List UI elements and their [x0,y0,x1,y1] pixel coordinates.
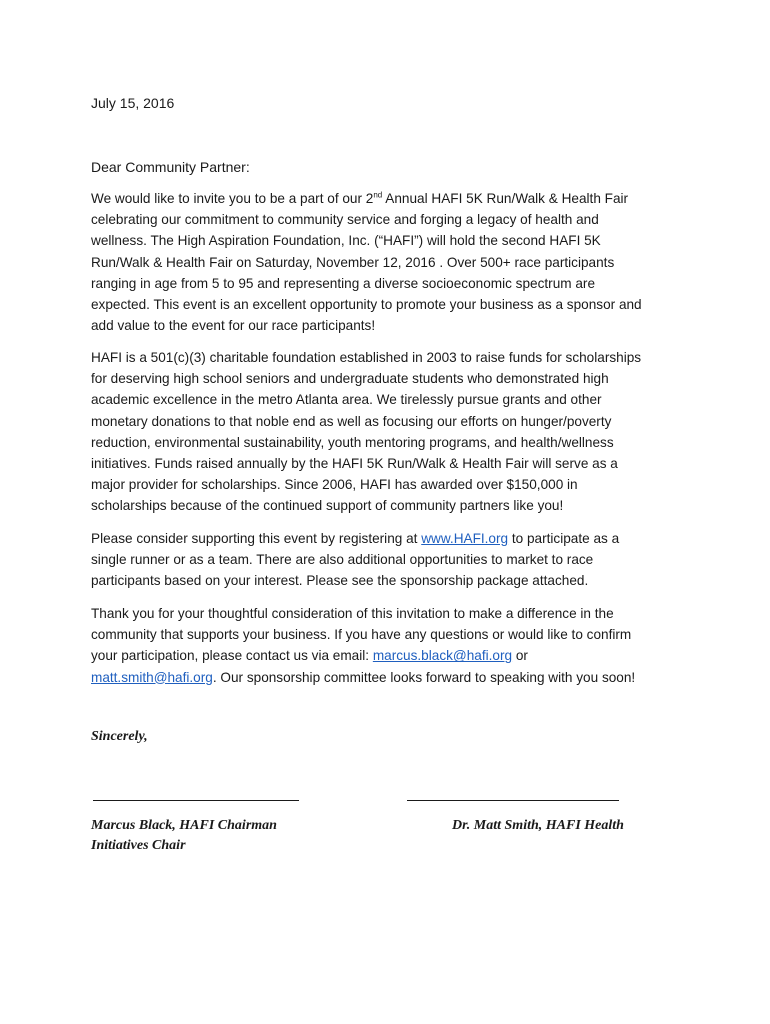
line: Thank you for your thoughtful consideration of this invitation to make a difference in the [91,606,614,621]
paragraph-invitation [91,188,691,336]
line [91,528,691,549]
hafi-website-link[interactable]: www.HAFI.org [421,531,509,546]
text: Annual HAFI 5K Run/Walk & Health Fair [382,191,629,206]
text: to participate as a [508,531,620,546]
line: single runner or as a team. There are also additional opportunities to market to race [91,552,594,568]
signature-line-right [407,800,619,801]
signature-line-left [93,800,299,801]
line: HAFI is a 501(c)(3) charitable foundation established in 2003 to raise funds for scholarships [91,350,642,365]
text: or [512,648,528,664]
signer-marcus-black: Marcus Black, HAFI Chairman Initiatives Chair [91,818,277,853]
salutation: Dear Community Partner: [91,159,250,175]
email-link-matt[interactable]: matt.smith@hafi.org [91,669,213,685]
text: . Our sponsorship committee looks forward to speaking with you soon! [212,669,636,685]
text: your participation, please contact us via email: [91,648,373,664]
line: celebrating our commitment to community service and forging a legacy of health and [91,212,599,228]
closing: Sincerely, [91,729,148,744]
line: for deserving high school seniors and undergraduate students who demonstrated high [91,371,609,387]
line: academic excellence in the metro Atlanta area. We tirelessly pursue grants and other [91,392,602,408]
email-link-marcus[interactable]: marcus.black@hafi.org [372,648,513,664]
line: Run/Walk & Health Fair on Saturday, November 12, 2016 . Over 500+ race participants [91,254,615,270]
line: ranging in age from 5 to 95 and representing a diverse socioeconomic spectrum are [91,275,596,291]
line: scholarships because of the continued support of community partners like you! [91,498,564,514]
line: add value to the event for our race participants! [91,318,376,334]
line: monetary donations to that noble end as well as focusing our efforts on hunger/poverty [91,413,612,429]
superscript: nd [373,190,383,200]
line: initiatives. Funds raised annually by the HAFI 5K Run/Walk & Health Fair will serve as a [91,456,618,472]
line [91,188,691,209]
paragraph-thank-you [91,603,691,688]
line: community that supports your business. If you have any questions or would like to confirm [91,627,632,643]
line: major provider for scholarships. Since 2006, HAFI has awarded over $150,000 in [91,477,578,493]
letter-date: July 15, 2016 [91,95,175,111]
paragraph-about-hafi [91,347,691,517]
line: participants based on your interest. Please see the sponsorship package attached. [91,573,589,589]
text: Please consider supporting this event by registering at [91,531,422,546]
line: reduction, environmental sustainability, youth mentoring programs, and health/wellness [91,434,614,450]
signer-matt-smith: Dr. Matt Smith, HAFI Health [452,818,624,833]
line [91,645,691,666]
text: We would like to invite you to be a part of our 2 [91,191,374,206]
line: expected. This event is an excellent opportunity to promote your business as a sponsor and [91,297,642,313]
line [91,667,691,688]
line: wellness. The High Aspiration Foundation, Inc. (“HAFI”) will hold the second HAFI 5K [91,233,601,249]
paragraph-registration [91,528,691,592]
